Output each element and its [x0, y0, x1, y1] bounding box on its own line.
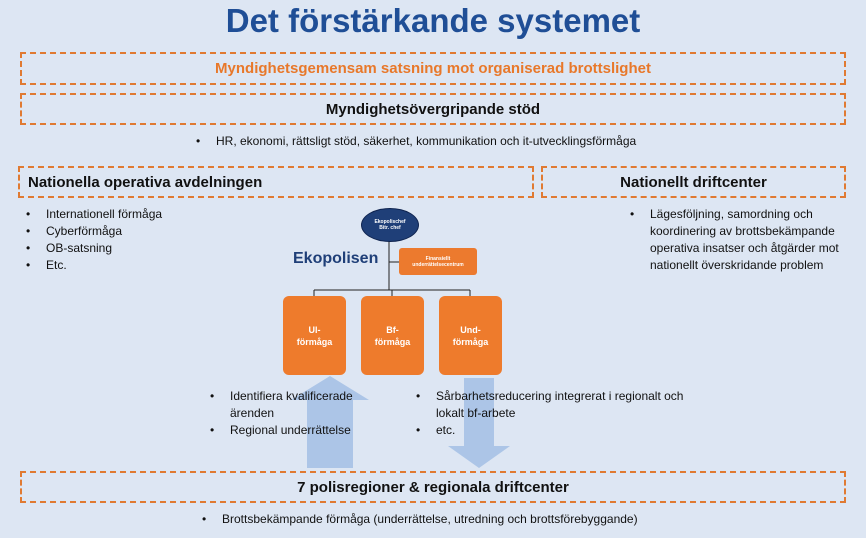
banner-organized-crime-label: Myndighetsgemensam satsning mot organiserad brottslighet [215, 60, 651, 77]
list-item: • Internationell förmåga [20, 206, 162, 223]
ul-line2: förmåga [296, 336, 333, 347]
bf-capability-node [361, 296, 424, 375]
fin-line2: underrättelsecentrum [412, 261, 464, 268]
list-item: • Etc. [20, 257, 162, 274]
regions-box [20, 471, 846, 503]
bf-line2: förmåga [374, 336, 411, 347]
left-mid-bullet-list [204, 388, 384, 439]
regions-heading: 7 polisregioner & regionala driftcenter [297, 478, 569, 496]
right-mid-bullet-list [410, 388, 700, 439]
und-capability-node [439, 296, 502, 375]
ul-capability-node [283, 296, 346, 375]
fin-line1: Finansiellt [425, 255, 451, 262]
support-heading: Myndighetsövergripande stöd [325, 100, 541, 118]
list-item: • Regional underrättelse [204, 422, 384, 439]
regions-bullet-list [196, 511, 638, 528]
chief-line1: Ekopolischef [374, 219, 406, 225]
list-item: • OB-satsning [20, 240, 162, 257]
financial-intel-center-node [399, 248, 477, 275]
chief-line2: Bitr. chef [379, 225, 401, 231]
list-item: • Brottsbekämpande förmåga (underrättelse, utredning och brottsförebyggande) [196, 511, 638, 528]
und-line1: Und- [460, 324, 481, 335]
ndc-heading: Nationellt driftcenter [620, 173, 767, 191]
list-item: • HR, ekonomi, rättsligt stöd, säkerhet, kommunikation och it-utvecklingsförmåga [190, 133, 636, 150]
list-item: • Cyberförmåga [20, 223, 162, 240]
list-item: • etc. [410, 422, 700, 439]
und-line2: förmåga [452, 336, 489, 347]
bf-line1: Bf- [386, 324, 399, 335]
noa-heading: Nationella operativa avdelningen [28, 173, 263, 191]
page-title: Det förstärkande systemet [225, 2, 641, 39]
ekopolisen-label: Ekopolisen [293, 250, 379, 267]
ekopolis-chief-node [361, 208, 419, 242]
list-item: • Identifiera kvalificerade ärenden [204, 388, 384, 422]
list-item: • Lägesföljning, samordning och koordinering av brottsbekämpande operativa insatser och åtgärder mot nationellt överskridande problem [624, 206, 844, 274]
ul-line1: Ul- [308, 324, 321, 335]
list-item: • Sårbarhetsreducering integrerat i regionalt och lokalt bf-arbete [410, 388, 700, 422]
